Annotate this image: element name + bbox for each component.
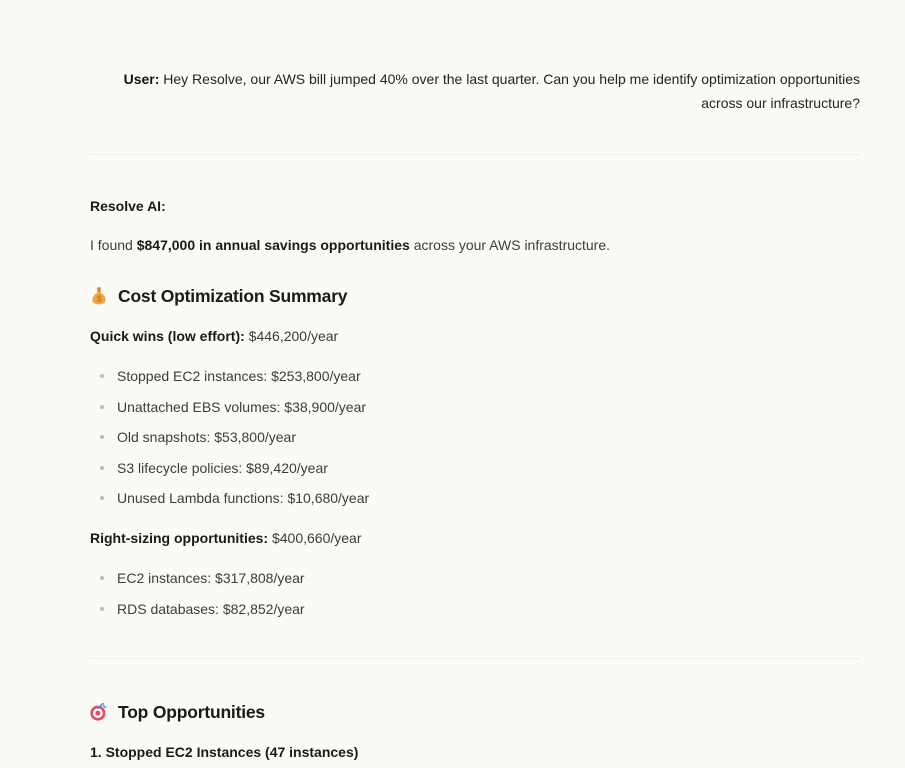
quick-wins-label: Quick wins (low effort): [90, 328, 245, 344]
quick-wins-value: $446,200/year [248, 328, 339, 344]
right-sizing-value: $400,660/year [271, 530, 362, 546]
cost-summary-title: Cost Optimization Summary [118, 286, 348, 306]
section-divider [90, 658, 860, 659]
list-item: Unused Lambda functions: $10,680/year [117, 486, 860, 510]
list-item: RDS databases: $82,852/year [117, 597, 860, 621]
assistant-message [90, 194, 860, 764]
right-sizing-list [90, 566, 860, 621]
user-speaker-label: User: [123, 71, 160, 87]
intro-suffix: across your AWS infrastructure. [413, 237, 611, 253]
svg-text:$: $ [96, 294, 102, 304]
opportunity-item-1: 1. Stopped EC2 Instances (47 instances) [90, 743, 359, 760]
assistant-speaker-label: Resolve AI: [90, 198, 166, 214]
assistant-intro [90, 233, 860, 257]
top-opportunities-title: Top Opportunities [118, 701, 265, 722]
money-bag-icon [90, 287, 108, 305]
user-message [90, 0, 860, 115]
list-item: S3 lifecycle policies: $89,420/year [117, 456, 860, 480]
user-message-text: Hey Resolve, our AWS bill jumped 40% over the last quarter. Can you help me identify optimization opportunities across our infrastructure? [163, 71, 860, 111]
message-divider [90, 154, 860, 155]
dart-target-icon [90, 703, 108, 721]
list-item: Unattached EBS volumes: $38,900/year [117, 395, 860, 419]
savings-highlight: $847,000 in annual savings opportunities [136, 237, 410, 253]
quick-wins-line [90, 324, 860, 348]
right-sizing-label: Right-sizing opportunities: [90, 530, 269, 546]
list-item: EC2 instances: $317,808/year [117, 566, 860, 590]
list-item: Old snapshots: $53,800/year [117, 425, 860, 449]
right-sizing-line [90, 526, 860, 550]
list-item: Stopped EC2 instances: $253,800/year [117, 364, 860, 388]
quick-wins-list [90, 364, 860, 510]
cost-summary-heading [90, 282, 860, 310]
chat-transcript [90, 0, 860, 764]
top-opportunities-heading [90, 698, 860, 726]
intro-prefix: I found [90, 237, 133, 253]
